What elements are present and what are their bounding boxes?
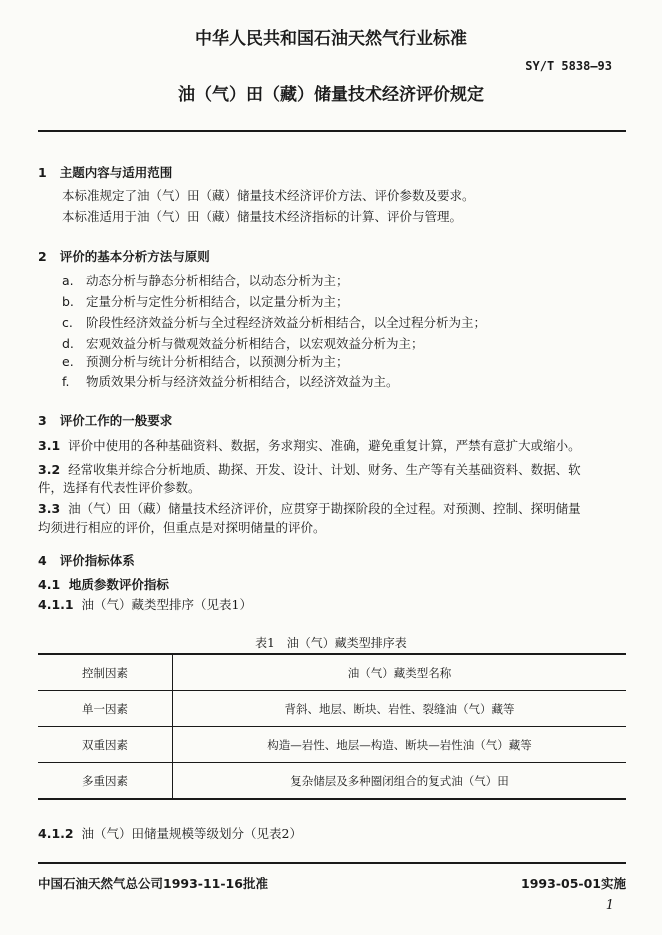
section-3-title: 评价工作的一般要求 <box>59 413 173 428</box>
subsection-4-1-1-title: 油（气）藏类型排序（见表1） <box>81 597 253 612</box>
section-2-heading <box>38 247 210 265</box>
table-cell-type: 复杂储层及多种圈闭组合的复式油（气）田 <box>290 773 509 788</box>
subsection-4-1-number: 4.1 <box>38 577 61 592</box>
table-header-cell: 控制因素 <box>38 654 173 691</box>
section-4-number: 4 <box>38 553 47 568</box>
list-item <box>62 313 486 331</box>
clause-3-2-line-1: 经常收集并综合分析地质、勘探、开发、设计、计划、财务、生产等有关基础资料、数据、软 <box>68 462 581 477</box>
section-3-number: 3 <box>38 413 47 428</box>
subsection-4-1-1-number: 4.1.1 <box>38 597 74 612</box>
clause-3-3 <box>38 499 581 517</box>
section-3-heading <box>38 411 172 429</box>
clause-3-1-number: 3.1 <box>38 438 61 453</box>
section-1-para-1: 本标准规定了油（气）田（藏）储量技术经济评价方法、评价参数及要求。 <box>62 188 475 203</box>
list-item-label: f. <box>62 374 70 389</box>
list-item <box>62 334 424 352</box>
section-1-para-2: 本标准适用于油（气）田（藏）储量技术经济指标的计算、评价与管理。 <box>62 209 463 224</box>
reservoir-type-table <box>38 653 626 800</box>
approval-line: 中国石油天然气总公司1993-11-16批准 <box>38 876 268 891</box>
list-item <box>62 372 399 390</box>
clause-3-1 <box>38 436 581 454</box>
table-row <box>38 727 626 763</box>
clause-3-2-line-2: 件，选择有代表性评价参数。 <box>38 480 201 495</box>
clause-3-2 <box>38 460 581 478</box>
section-1-title: 主题内容与适用范围 <box>59 165 173 180</box>
section-2-number: 2 <box>38 249 47 264</box>
table-cell-type: 背斜、地层、断块、岩性、裂缝油（气）藏等 <box>284 701 515 716</box>
list-item-label: e. <box>62 354 74 369</box>
table-cell-factor: 单一因素 <box>38 691 173 727</box>
list-item-text: 预测分析与统计分析相结合，以预测分析为主； <box>86 354 349 369</box>
list-item-text: 动态分析与静态分析相结合，以动态分析为主； <box>86 273 349 288</box>
list-item-text: 阶段性经济效益分析与全过程经济效益分析相结合，以全过程分析为主； <box>86 315 487 330</box>
standard-code: SY/T 5838—93 <box>525 59 612 73</box>
footer-rule <box>38 862 626 864</box>
page-number: 1 <box>605 898 614 913</box>
section-4-title: 评价指标体系 <box>59 553 135 568</box>
list-item <box>62 271 349 289</box>
table-cell-type: 构造—岩性、地层—构造、断块—岩性油（气）藏等 <box>267 737 532 752</box>
clause-3-1-text: 评价中使用的各种基础资料、数据，务求翔实、准确，避免重复计算，严禁有意扩大或缩小。 <box>68 438 581 453</box>
list-item-text: 物质效果分析与经济效益分析相结合，以经济效益为主。 <box>86 374 399 389</box>
list-item <box>62 352 349 370</box>
list-item-label: d. <box>62 336 74 351</box>
clause-3-3-line-2: 均须进行相应的评价，但重点是对探明储量的评价。 <box>38 520 326 535</box>
clause-3-3-number: 3.3 <box>38 501 61 516</box>
subsection-4-1-2-number: 4.1.2 <box>38 826 74 841</box>
org-title: 中华人民共和国石油天然气行业标准 <box>195 29 467 49</box>
section-4-heading <box>38 551 135 569</box>
list-item-text: 定量分析与定性分析相结合，以定量分析为主； <box>86 294 349 309</box>
table-header-row <box>38 654 626 691</box>
list-item-label: a. <box>62 273 74 288</box>
table-cell-factor: 双重因素 <box>38 727 173 763</box>
table-caption: 表1 油（气）藏类型排序表 <box>255 636 407 650</box>
section-1-heading <box>38 163 172 181</box>
subsection-4-1-heading <box>38 575 169 593</box>
section-1-number: 1 <box>38 165 47 180</box>
list-item-label: c. <box>62 315 73 330</box>
section-2-title: 评价的基本分析方法与原则 <box>59 249 210 264</box>
table-row <box>38 763 626 800</box>
effective-date: 1993-05-01实施 <box>521 876 626 891</box>
list-item-label: b. <box>62 294 74 309</box>
header-rule <box>38 130 626 132</box>
table-header-cell: 油（气）藏类型名称 <box>347 665 452 680</box>
subsection-4-1-title: 地质参数评价指标 <box>68 577 169 592</box>
clause-3-2-number: 3.2 <box>38 462 61 477</box>
subsection-4-1-2-title: 油（气）田储量规模等级划分（见表2） <box>81 826 303 841</box>
table-cell-factor: 多重因素 <box>38 763 173 800</box>
document-title: 油（气）田（藏）储量技术经济评价规定 <box>178 85 484 105</box>
subsection-4-1-1 <box>38 595 252 613</box>
list-item-text: 宏观效益分析与微观效益分析相结合，以宏观效益分析为主； <box>86 336 424 351</box>
table-row <box>38 691 626 727</box>
list-item <box>62 292 349 310</box>
subsection-4-1-2 <box>38 824 302 842</box>
clause-3-3-line-1: 油（气）田（藏）储量技术经济评价，应贯穿于勘探阶段的全过程。对预测、控制、探明储量 <box>68 501 581 516</box>
